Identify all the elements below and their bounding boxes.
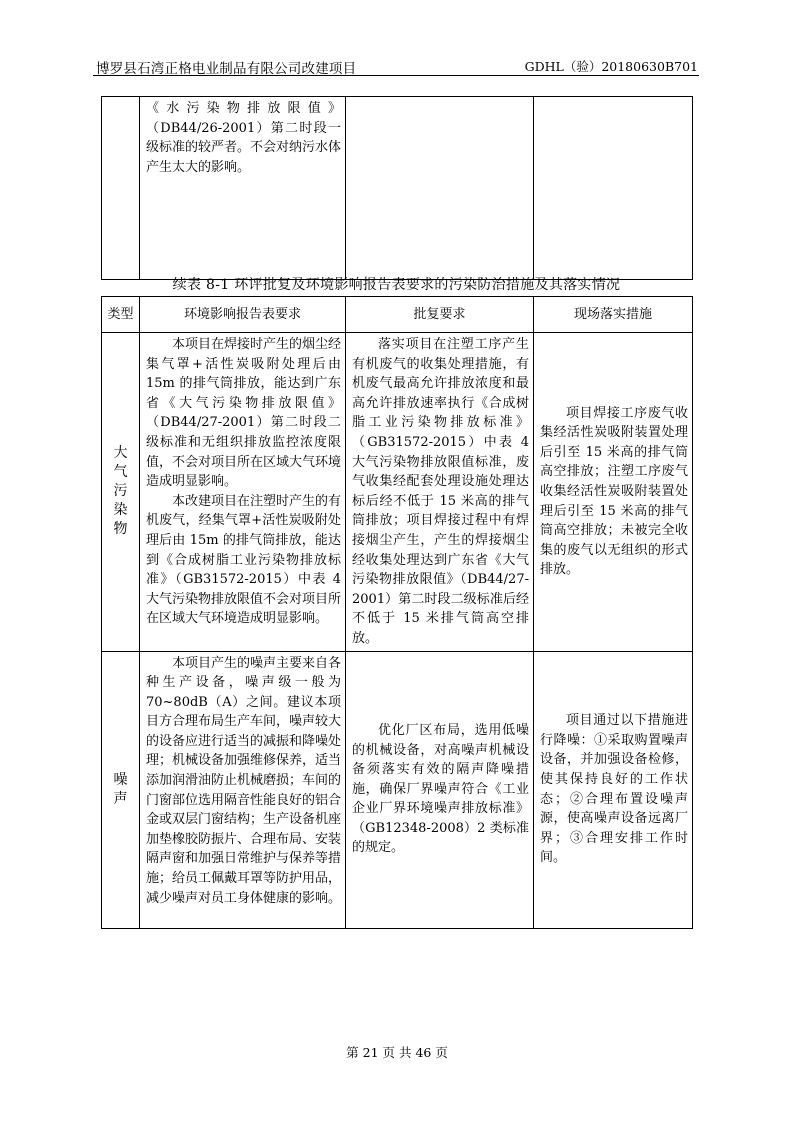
- type-noise: [102, 651, 140, 928]
- table-row: [102, 651, 693, 928]
- onsite-cell: [534, 97, 693, 280]
- header-report-requirement: 环境影响报告表要求: [140, 297, 346, 333]
- report-requirement-cell: [140, 651, 346, 928]
- type-cell: [102, 97, 140, 280]
- approval-paragraph: 落实项目在注塑工序产生有机废气的收集处理措施，有机废气最高允许排放浓度和最高允许排放速率执行《合成树脂工业污染物排放标准》（GB31572-2015）中表 4 大气污染物排放限值标准，废气收集经配套处理设施处理达标后经不低于 15 米高的排气筒排放；项目焊接过程中有焊接烟尘产生，产生的焊接烟尘经收集处理达到广东省《大气污染物排放限值》（DB44/27-2001）第二时段二级标准后经不低于 15 米排气筒高空排放。: [352, 337, 529, 646]
- approval-cell: [346, 651, 534, 928]
- table-header-row: [102, 297, 693, 333]
- report-paragraph: 本项目产生的噪声主要来自各种生产设备，噪声级一般为 70~80dB（A）之间。建议本项目方合理布局生产车间，噪声较大的设备应进行适当的减振和降噪处理；机械设备加强维修保养，适当添加润滑油防止机械磨损；车间的门窗部位选用隔音性能良好的铝合金或双层门窗结构；生产设备机座加垫橡胶防振片、合理布局、安装隔声窗和加强日常维护与保养等措施；给员工佩戴耳罩等防护用品，减少噪声对员工身体健康的影响。: [146, 655, 342, 906]
- onsite-cell: [534, 651, 693, 928]
- report-requirement-cell: [140, 333, 346, 652]
- report-paragraph: 本项目在焊接时产生的烟尘经集气罩+活性炭吸附处理后由 15m 的排气筒排放，能达到广东省《大气污染物排放限值》（DB44/27-2001）第二时段二级标准和无组织排放监控浓度限值，不会对项目所在区域大气环境造成明显影响。: [146, 337, 342, 490]
- onsite-paragraph: 项目通过以下措施进行降噪：①采取购置噪声设备，并加强设备检修，使其保持良好的工作状态；②合理布置设噪声源，使高噪声设备远离厂界；③合理安排工作时间。: [540, 713, 688, 866]
- type-label: 大气污染物: [113, 445, 128, 538]
- type-air-pollutants: [102, 333, 140, 652]
- table-row: [102, 97, 693, 280]
- approval-cell: [346, 97, 534, 280]
- continued-table: [101, 96, 693, 280]
- header-divider: [93, 75, 699, 76]
- header-report-code: GDHL（验）20180630B701: [524, 59, 698, 74]
- type-label: 噪声: [113, 771, 128, 807]
- header-project-name: 博罗县石湾正格电业制品有限公司改建项目: [96, 61, 357, 77]
- measures-table: [101, 296, 693, 929]
- page-number: 第 21 页 共 46 页: [346, 1045, 448, 1060]
- report-requirement-cell: 《水污染物排放限值》（DB44/26-2001）第二时段一级标准的较严者。不会对纳污水体产生太大的影响。: [140, 97, 346, 280]
- header-type: 类型: [102, 297, 140, 333]
- approval-cell: [346, 333, 534, 652]
- approval-paragraph: 优化厂区布局，选用低噪的机械设备，对高噪声机械设备须落实有效的隔声降噪措施，确保厂界噪声符合《工业企业厂界环境噪声排放标准》（GB12348-2008）2 类标准的规定。: [352, 722, 529, 856]
- report-paragraph: 本改建项目在注塑时产生的有机废气，经集气罩+活性炭吸附处理后由 15m 的排气筒排放，能达到《合成树脂工业污染物排放标准》（GB31572-2015）中表 4 大气污染物排放限值不会对项目所在区域大气环境造成明显影响。: [146, 493, 342, 627]
- header-onsite-measures: 现场落实措施: [534, 297, 693, 333]
- onsite-paragraph: 项目焊接工序废气收集经活性炭吸附装置处理后引至 15 米高的排气筒高空排放；注塑工序废气收集经活性炭吸附装置处理后引至 15 米高的排气筒高空排放；未被完全收集的废气以无组织的形式排放。: [540, 405, 688, 578]
- table-caption: 续表 8-1 环评批复及环境影响报告表要求的污染防治措施及其落实情况: [172, 277, 621, 293]
- onsite-cell: [534, 333, 693, 652]
- table-row: [102, 333, 693, 652]
- header-approval: 批复要求: [346, 297, 534, 333]
